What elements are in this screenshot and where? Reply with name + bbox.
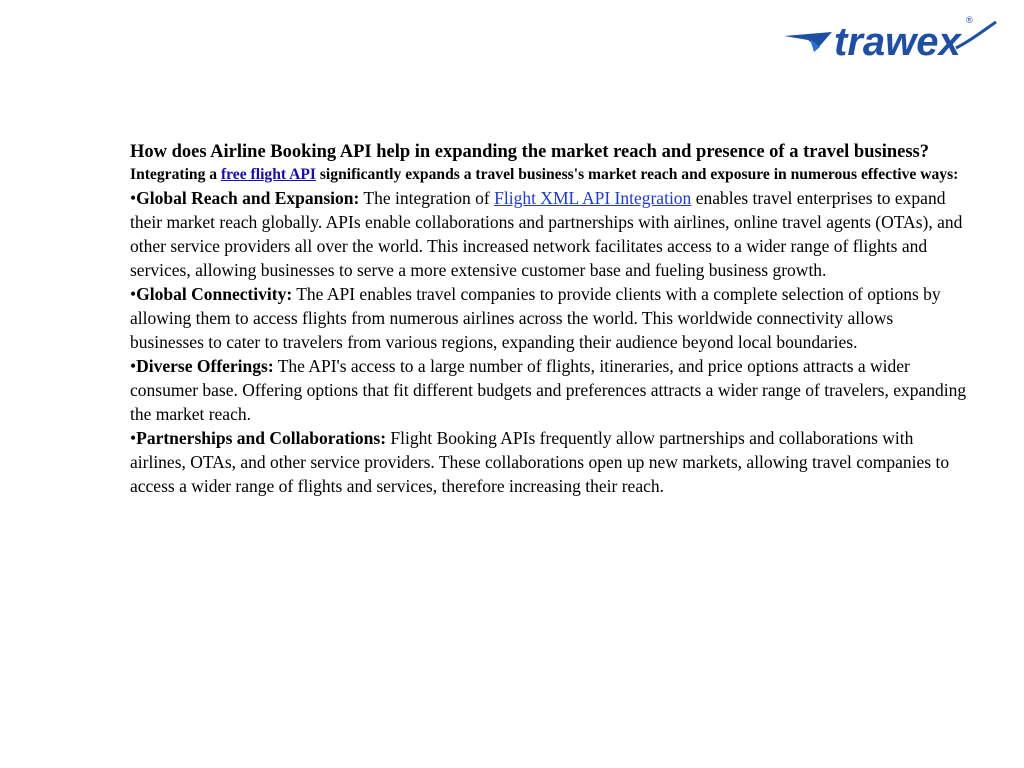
bullet-marker: • <box>130 428 137 448</box>
bullet-global-connectivity <box>130 282 970 354</box>
bullet-text-before: The integration of <box>359 188 495 208</box>
bullet-diverse-offerings <box>130 354 970 426</box>
bullet-text-after: enables travel enterprises to expand their market reach globally. APIs enable collaborations and partnerships with airlines, online travel agents (OTAs), and other service providers all over the world. This increased network facilitates access to a wider range of flights and services, allowing businesses to serve a more extensive customer base and fueling business growth. <box>130 188 963 280</box>
bullet-marker: • <box>130 188 137 208</box>
bullet-text: Flight Booking APIs frequently allow partnerships and collaborations with airlines, OTAs, and other service providers. These collaborations open up new markets, allowing travel companies to access a wider range of flights and services, therefore increasing their reach. <box>130 428 950 496</box>
bullet-title: Global Reach and Expansion: <box>136 188 360 208</box>
bullet-partnerships <box>130 426 970 498</box>
bullet-title: Global Connectivity: <box>136 284 293 304</box>
article-intro <box>130 164 970 186</box>
logo-swoosh-icon <box>956 22 996 48</box>
intro-text-before: Integrating a <box>130 166 221 183</box>
article-content <box>130 140 970 498</box>
free-flight-api-link[interactable]: free flight API <box>220 166 316 183</box>
logo-wordmark: trawex <box>834 20 961 62</box>
bullet-text: The API's access to a large number of flights, itineraries, and price options attracts a wider consumer base. Offering options that fit different budgets and preferences attracts a wider range of travelers, expanding the market reach. <box>130 356 967 424</box>
bullet-text: The API enables travel companies to provide clients with a complete selection of options by allowing them to access flights from numerous airlines across the world. This worldwide connectivity allows businesses to cater to travelers from various regions, expanding their audience beyond local boundaries. <box>130 284 941 352</box>
bullet-marker: • <box>130 284 137 304</box>
article-heading: How does Airline Booking API help in expanding the market reach and presence of a travel business? <box>130 142 929 162</box>
bullet-title: Diverse Offerings: <box>136 356 274 376</box>
flight-xml-api-integration-link[interactable]: Flight XML API Integration <box>494 188 692 208</box>
arrow-mark-icon <box>784 32 832 48</box>
registered-mark: ® <box>966 15 973 25</box>
trawex-logo[interactable] <box>780 14 1002 62</box>
bullet-marker: • <box>130 356 137 376</box>
trawex-logo-graphic <box>780 14 1002 62</box>
bullet-global-reach <box>130 186 970 282</box>
intro-text-after: significantly expands a travel business's market reach and exposure in numerous effective ways: <box>315 166 959 183</box>
bullet-title: Partnerships and Collaborations: <box>136 428 387 448</box>
